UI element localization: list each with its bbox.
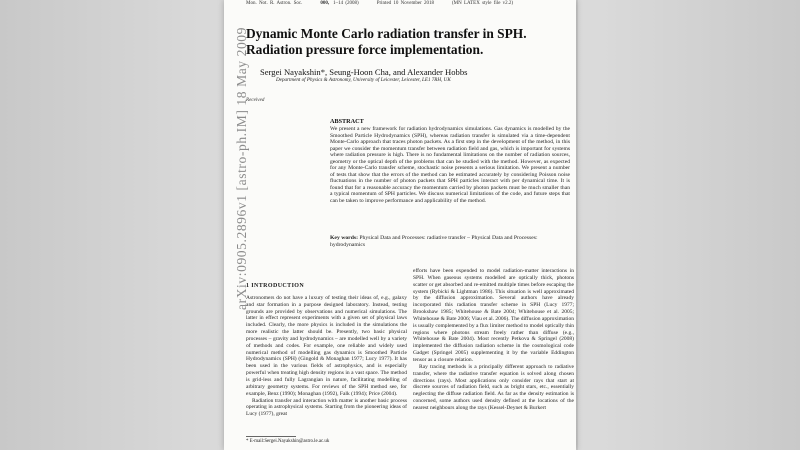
journal-volume: 000, (320, 1, 330, 6)
received-line: Received (246, 97, 265, 103)
column-right (413, 268, 574, 412)
paragraph: efforts have been expended to model radiation-matter interactions in SPH. When gaseous systems modelled are optically thick, photons scatter or get absorbed and re-emitted multiple times before escaping the system (Rybicki & Lightman 1986). This situation is well approximated by the diffusion approximation. Several authors have already incorporated this radiation transfer scheme in SPH (Lucy 1977; Brookshaw 1985; Whitehouse & Bate 2004; Whitehouse et al. 2005; Whitehouse & Bate 2006; Viau et al. 2006). The diffusion approximation is usually complemented by a flux limiter method to model optically thin regions where photons stream freely rather than diffuse (e.g., Whitehouse & Bate 2004). Most recently Petkova & Springel (2008) implemented the diffusion radiation scheme in the cosmological code Gadget (Springel 2005) supplementing it by the variable Eddington tensor as a closure relation. (413, 268, 574, 363)
style-file: (MN LATEX style file v2.2) (452, 1, 514, 6)
paragraph: Radiation transfer and interaction with matter is another basic process operating in astrophysical systems. Starting from the pioneering ideas of Lucy (1977), great (246, 397, 407, 418)
printed-date: Printed 10 November 2018 (376, 1, 435, 6)
keywords-label: Key words: (330, 235, 358, 241)
footnote-rule (246, 436, 296, 437)
author-affiliation: Department of Physics & Astronomy, University of Leicester, Leicester, LE1 7RH, UK (276, 77, 451, 83)
keywords (330, 235, 570, 249)
abstract-heading: ABSTRACT (330, 118, 364, 125)
paper-authors: Sergei Nayakshin*, Seung-Hoon Cha, and Alexander Hobbs (260, 67, 468, 77)
footnote-email: * E-mail:Sergei.Nayakshin@astro.le.ac.uk (246, 439, 330, 444)
paragraph: Astronomers do not have a luxury of testing their ideas of, e.g., galaxy and star formation in a purpose designed laboratory. Instead, testing grounds are provided by observations and numerical simulations. The latter in effect represent experiments with a given set of physical laws included. Clearly, the more physics is included in the simulations the more realistic the latter should be. Presently, two basic physical processes – gravity and hydrodynamics – are modelled well by a variety of methods and codes. For example, one reliable and widely used numerical method of modelling gas dynamics is Smoothed Particle Hydrodynamics (SPH) (Gingold & Monaghan 1977; Lucy 1977). It has been used in the various fields of astrophysics, and is especially powerful when treating high density regions in a vast space. The method is grid-less and fully Lagrangian in nature, facilitating modelling of arbitrary geometry systems. For reviews of the SPH method see, for example, Benz (1990); Monaghan (1992), Falk (1994); Price (2004). (246, 294, 407, 397)
journal-name: Mon. Not. R. Astron. Soc. (246, 1, 303, 6)
journal-pages: 1–14 (2008) (333, 1, 359, 6)
paragraph: Ray tracing methods is a principally different approach to radiative transfer, where the radiative transfer equation is solved along chosen directions (rays). Most applications only consider rays that start at discrete sources of radiation field, such as bright stars, etc., essentially neglecting the diffuse radiation field. As far as the density estimation is concerned, some authors used density defined at the locations of the nearest neighbours along the rays (Kessel-Deynet & Burkert (413, 363, 574, 411)
arxiv-identifier: arXiv:0905.2896v1 [astro-ph.IM] 18 May 2009 (234, 26, 249, 310)
arxiv-stamp (226, 26, 249, 310)
abstract-text: We present a new framework for radiation hydrodynamics simulations. Gas dynamics is modelled by the Smoothed Particle Hydrodynamics (SPH), whereas radiation transfer is simulated via a time-dependent Monte-Carlo approach that traces photon packets. As a first step in the development of the method, in this paper we consider the momentum transfer between radiation field and gas, which is important for systems where radiation pressure is high. There is no fundamental limitations on the number of radiation sources, geometry or the optical depth of the problems that can be studied with the method. However, as expected for any Monte-Carlo transfer scheme, stochastic noise presents a serious limitation. We present a number of tests that show that the errors of the method can be estimated accurately by considering Poisson noise fluctuations in the number of photon packets that SPH particles interact with per dynamical time. It is found that for a reasonable accuracy the momentum carried by photon packets must be much smaller than a typical momentum of SPH particles. We discuss numerical limitations of the code, and future steps that can be taken to improve performance and applicability of the method. (330, 126, 570, 205)
page-edge (576, 0, 578, 450)
column-left (246, 283, 407, 418)
keywords-text: Physical Data and Processes: radiative transfer – Physical Data and Processes: hydrodynamics (330, 235, 538, 248)
section-heading-introduction: 1 INTRODUCTION (246, 283, 305, 289)
running-head (246, 0, 566, 7)
paper-page (224, 0, 576, 450)
paper-title: Dynamic Monte Carlo radiation transfer in SPH. Radiation pressure force implementation. (246, 26, 527, 57)
